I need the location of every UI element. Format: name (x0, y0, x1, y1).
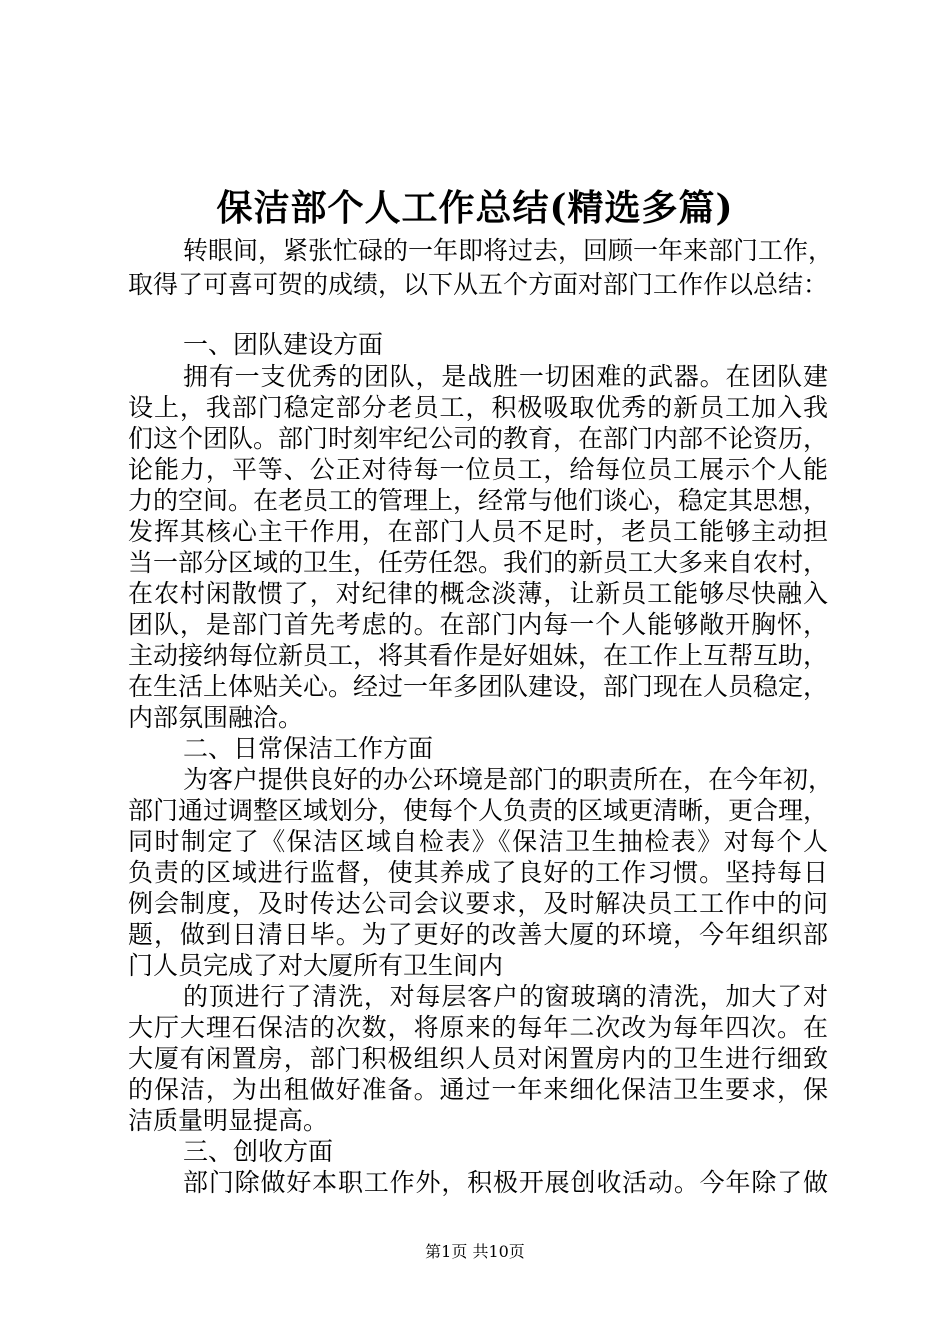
body-line: 题，做到日清日毕。为了更好的改善大厦的环境，今年组织部 (128, 920, 828, 949)
body-line: 论能力，平等、公正对待每一位员工，给每位员工展示个人能 (128, 455, 828, 484)
page-footer: 第1页 共10页 (425, 1242, 525, 1261)
body-line: 大厅大理石保洁的次数，将原来的每年二次改为每年四次。在 (128, 1013, 828, 1042)
body-line: 的保洁，为出租做好准备。通过一年来细化保洁卫生要求，保 (128, 1075, 828, 1104)
body-line: 发挥其核心主干作用，在部门人员不足时，老员工能够主动担 (128, 517, 828, 546)
body-line: 主动接纳每位新员工，将其看作是好姐妹，在工作上互帮互助， (128, 641, 829, 670)
body-line: 内部氛围融洽。 (128, 703, 304, 732)
body-line: 团队，是部门首先考虑的。在部门内每一个人能够敞开胸怀， (128, 610, 828, 639)
body-line: 同时制定了《保洁区域自检表》《保洁卫生抽检表》对每个人 (128, 827, 828, 856)
page-title: 保洁部个人工作总结(精选多篇) (216, 187, 734, 229)
body-line: 洁质量明显提高。 (128, 1106, 329, 1135)
body-line: 门人员完成了对大厦所有卫生间内 (128, 951, 504, 980)
body-line: 例会制度，及时传达公司会议要求，及时解决员工工作中的问 (128, 889, 828, 918)
body-line: 为客户提供良好的办公环境是部门的职责所在，在今年初， (183, 765, 834, 794)
section-heading: 三、创收方面 (183, 1137, 334, 1166)
body-line: 在生活上体贴关心。经过一年多团队建设，部门现在人员稳定， (128, 672, 829, 701)
body-line: 拥有一支优秀的团队，是战胜一切困难的武器。在团队建 (183, 362, 828, 391)
body-line: 设上，我部门稳定部分老员工，积极吸取优秀的新员工加入我 (128, 393, 828, 422)
body-line: 大厦有闲置房，部门积极组织人员对闲置房内的卫生进行细致 (128, 1044, 828, 1073)
body-line: 部门通过调整区域划分，使每个人负责的区域更清晰，更合理， (128, 796, 829, 825)
body-line: 们这个团队。部门时刻牢纪公司的教育，在部门内部不论资历， (128, 424, 829, 453)
section-heading: 一、团队建设方面 (183, 330, 384, 359)
body-line: 的顶进行了清洗，对每层客户的窗玻璃的清洗，加大了对 (183, 982, 828, 1011)
body-line: 取得了可喜可贺的成绩，以下从五个方面对部门工作作以总结： (128, 270, 829, 299)
body-line: 当一部分区域的卫生，任劳任怨。我们的新员工大多来自农村， (128, 548, 829, 577)
body-line: 转眼间，紧张忙碌的一年即将过去，回顾一年来部门工作， (183, 236, 834, 265)
section-heading: 二、日常保洁工作方面 (183, 734, 434, 763)
body-line: 在农村闲散惯了，对纪律的概念淡薄，让新员工能够尽快融入 (128, 579, 828, 608)
body-line: 部门除做好本职工作外，积极开展创收活动。今年除了做 (183, 1168, 828, 1197)
body-line: 负责的区域进行监督，使其养成了良好的工作习惯。坚持每日 (128, 858, 828, 887)
body-line: 力的空间。在老员工的管理上，经常与他们谈心，稳定其思想， (128, 486, 829, 515)
